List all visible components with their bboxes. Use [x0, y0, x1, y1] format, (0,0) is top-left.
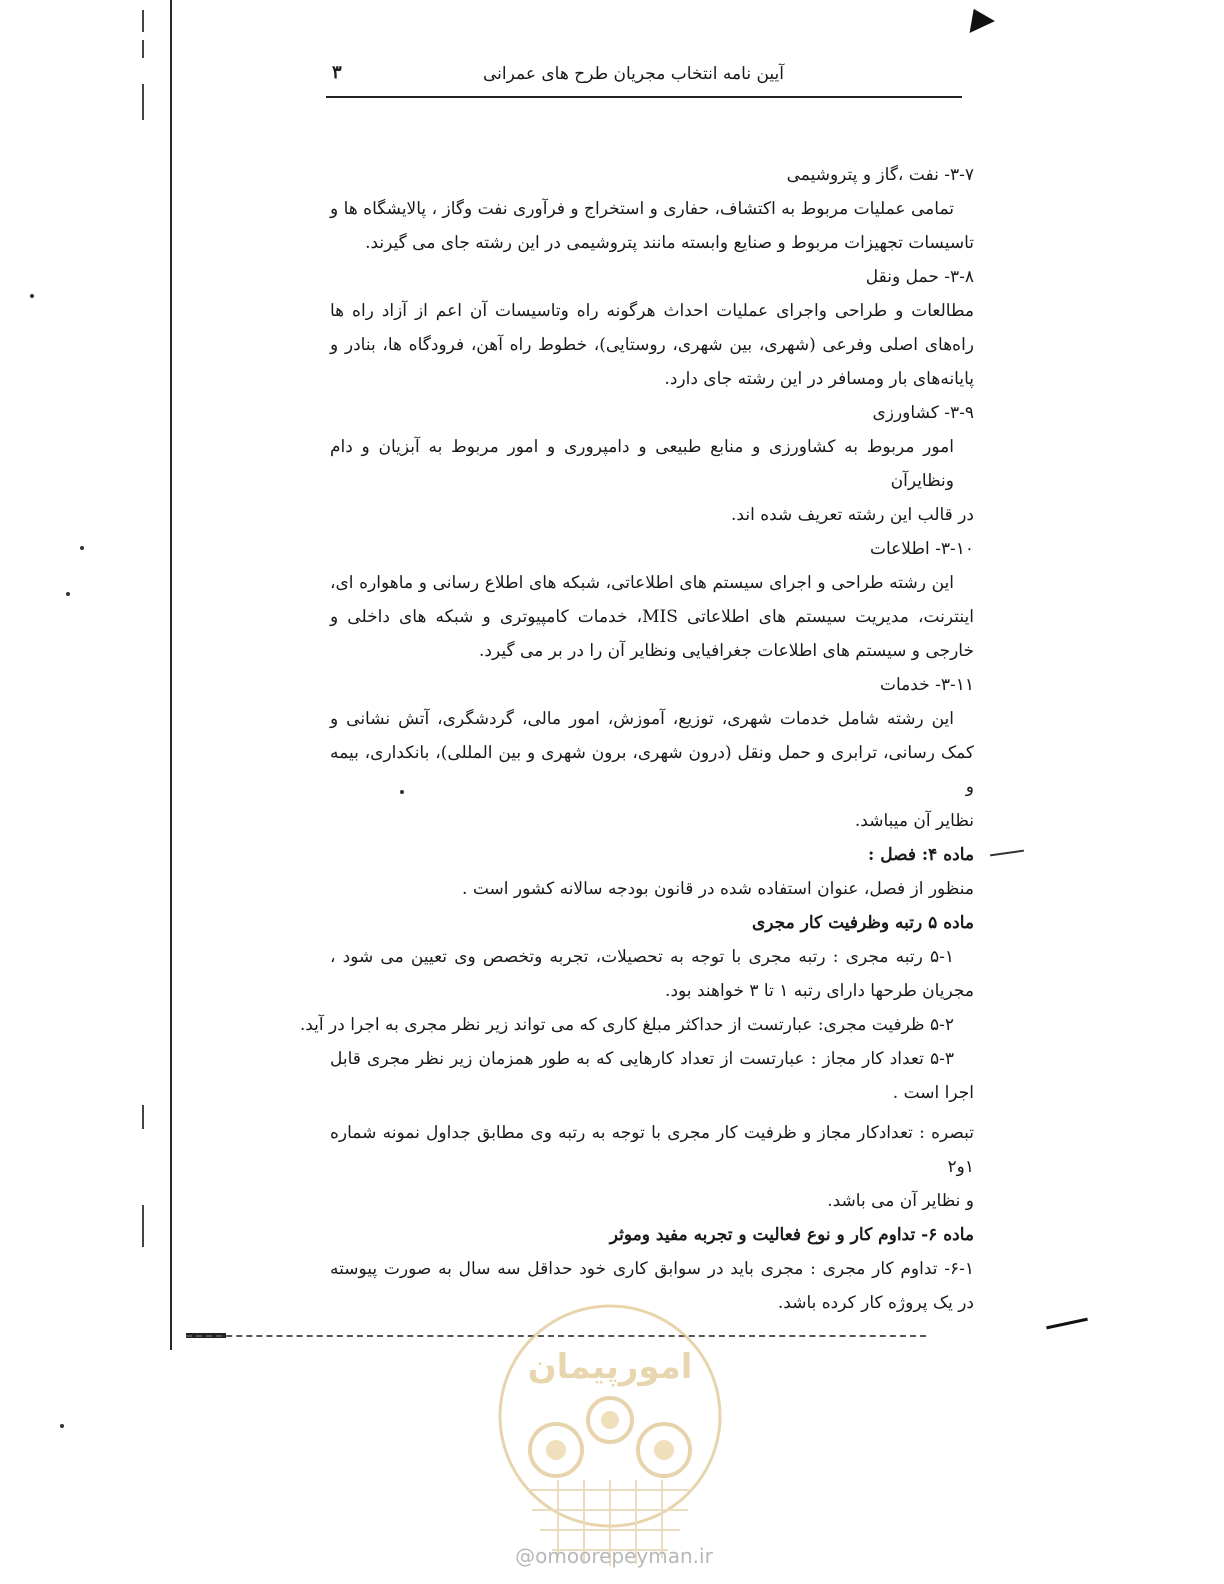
paragraph-line: راه‌های اصلی وفرعی (شهری، بین شهری، روستایی)، خطوط راه آهن، فرودگاه ها، بنادر و [330, 335, 974, 355]
paragraph-line: خارجی و سیستم های اطلاعات جغرافیایی ونظایر آن را در بر می گیرد. [478, 641, 974, 661]
section-heading: ۳-۱۱- خدمات [879, 675, 974, 695]
paragraph-line: ۵-۲ ظرفیت مجری: عبارتست از حداکثر مبلغ کاری که می تواند زیر نظر مجری به اجرا در آید. [299, 1015, 954, 1035]
article-heading: ماده ۶- تداوم کار و نوع فعالیت و تجربه مفید وموثر [609, 1225, 974, 1245]
paragraph-line: این رشته شامل خدمات شهری، توزیع، آموزش، امور مالی، گردشگری، آتش نشانی و [330, 709, 954, 729]
paragraph-line: ۶-۱- تداوم کار مجری : مجری باید در سوابق کاری خود حداقل سه سال به صورت پیوسته [330, 1259, 974, 1279]
watermark-site: @omoorepeyman.ir [515, 1544, 713, 1568]
article-heading: ماده ۴: فصل : [868, 845, 974, 865]
paragraph-line: مجریان طرحها دارای رتبه ۱ تا ۳ خواهند بود. [665, 981, 974, 1001]
paragraph-line: تبصره : تعدادکار مجاز و ظرفیت کار مجری با توجه به رتبه وی مطابق جداول نمونه شماره ۱و۲ [330, 1123, 974, 1177]
paragraph-line: کمک رسانی، ترابری و حمل ونقل (درون شهری، برون شهری و بین المللی)، بانکداری، بیمه و [330, 743, 974, 797]
article-5 [299, 906, 974, 1110]
scan-margin-tick [142, 1205, 144, 1247]
section-heading: ۳-۸- حمل ونقل [865, 267, 974, 287]
scan-speck [60, 1424, 64, 1428]
scan-margin-tick [142, 10, 144, 32]
document-body [299, 158, 974, 1320]
svg-text:امورپیمان: امورپیمان [527, 1347, 693, 1387]
paragraph-line: اجرا است . [892, 1083, 974, 1103]
article-4 [330, 838, 974, 906]
section-heading: ۳-۱۰- اطلاعات [869, 539, 974, 559]
paragraph-line: در یک پروژه کار کرده باشد. [777, 1293, 974, 1313]
paragraph-line: منظور از فصل، عنوان استفاده شده در قانون بودجه سالانه کشور است . [462, 879, 974, 899]
section-information [330, 532, 974, 668]
paragraph-line: اینترنت، مدیریت سیستم های اطلاعاتی MIS، خدمات کامپیوتری و شبکه های داخلی و [330, 607, 974, 627]
paragraph-line: تمامی عملیات مربوط به اکتشاف، حفاری و استخراج و فرآوری نفت وگاز ، پالایشگاه ها و [330, 199, 954, 219]
scan-speck [66, 592, 70, 596]
scan-speck [80, 546, 84, 550]
header-title: آیین نامه انتخاب مجریان طرح های عمرانی [483, 64, 784, 84]
page-header [326, 60, 962, 98]
section-oil-gas [330, 158, 974, 260]
note-tabsare [330, 1110, 974, 1218]
handwritten-margin-mark [990, 850, 1024, 857]
section-services [330, 668, 974, 838]
paragraph-line: این رشته طراحی و اجرای سیستم های اطلاعاتی، شبکه های اطلاع رسانی و ماهواره ای، [330, 573, 954, 593]
watermark-logo-icon [488, 1300, 732, 1580]
paragraph-line: و نظایر آن می باشد. [827, 1191, 974, 1211]
corner-arrow-mark [961, 3, 995, 33]
paragraph-line: نظایر آن میباشد. [854, 811, 974, 831]
section-transport [330, 260, 974, 396]
paragraph-line: امور مربوط به کشاورزی و منابع طبیعی و دامپروری و امور مربوط به آبزیان و دام ونظایرآن [330, 437, 954, 491]
scan-margin-tick [142, 1105, 144, 1129]
section-heading: ۳-۷- نفت ،گاز و پتروشیمی [786, 165, 974, 185]
scan-margin-tick [142, 84, 144, 120]
paragraph-line: ۵-۱ رتبه مجری : رتبه مجری با توجه به تحصیلات، تجربه وتخصص وی تعیین می شود ، [330, 947, 954, 967]
scan-margin-tick [142, 40, 144, 58]
scan-margin-line [170, 0, 172, 1350]
paragraph-line: ۵-۳ تعداد کار مجاز : عبارتست از تعداد کارهایی که به طور همزمان زیر نظر مجری قابل [330, 1049, 954, 1069]
scan-speck [30, 294, 34, 298]
paragraph-line: مطالعات و طراحی واجرای عملیات احداث هرگونه راه وتاسیسات آن اعم از آزاد راه ها [330, 301, 974, 321]
section-heading: ۳-۹- کشاورزی [872, 403, 974, 423]
paragraph-line: پایانه‌های بار ومسافر در این رشته جای دارد. [664, 369, 974, 389]
scan-stroke-mark [1046, 1318, 1088, 1330]
page-number: ۳ [332, 62, 342, 83]
article-heading: ماده ۵ رتبه وظرفیت کار مجری [751, 913, 974, 933]
paragraph-line: در قالب این رشته تعریف شده اند. [731, 505, 974, 525]
section-agriculture [330, 396, 974, 532]
paragraph-line: تاسیسات تجهیزات مربوط و صنایع وابسته مانند پتروشیمی در این رشته جای می گیرند. [365, 233, 974, 253]
